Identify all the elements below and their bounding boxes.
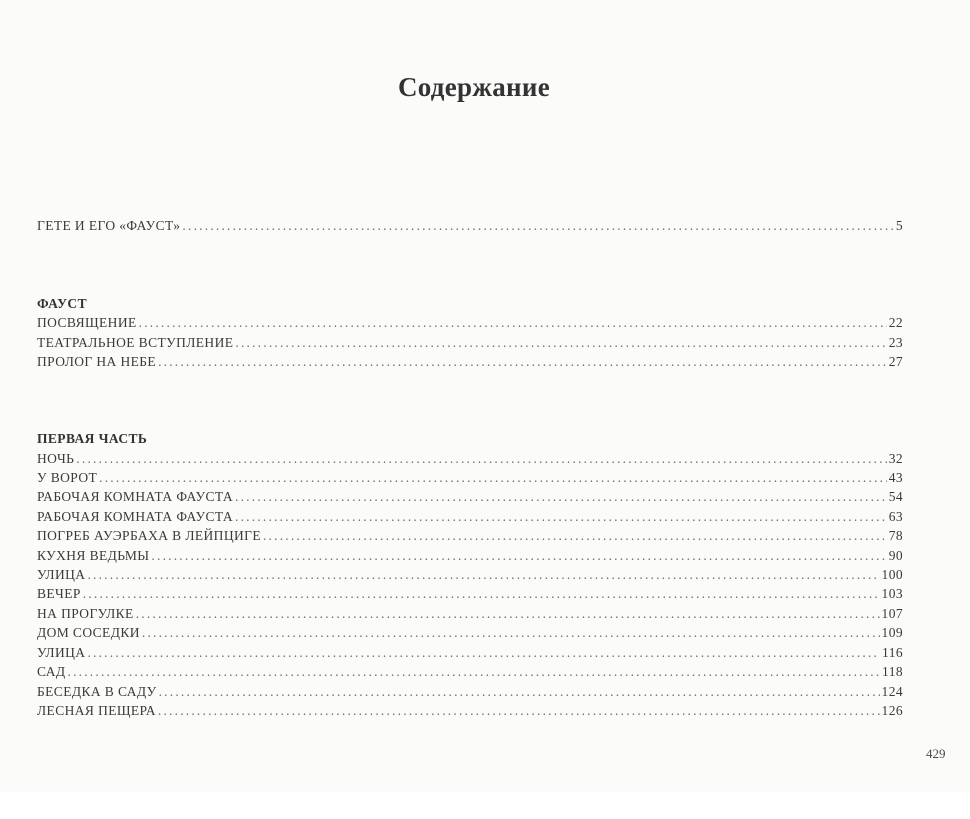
- page-number: 429: [926, 746, 946, 761]
- toc-entry-page: 118: [882, 664, 903, 679]
- dot-leader: [235, 489, 887, 505]
- dot-leader: [87, 645, 880, 661]
- toc-entry: [37, 645, 903, 665]
- dot-leader: [142, 625, 880, 641]
- dot-leader: [235, 335, 886, 351]
- toc-entry: [37, 489, 903, 509]
- toc-entry: [37, 664, 903, 684]
- toc-entry-intro: [37, 218, 903, 238]
- toc-entry-label: БЕСЕДКА В САДУ: [37, 684, 157, 699]
- dot-leader: [76, 451, 886, 467]
- toc-entry: [37, 315, 903, 335]
- toc-entry-page: 103: [881, 586, 903, 601]
- toc-entry-page: 78: [888, 528, 903, 543]
- section-heading-faust: ФАУСТ: [37, 296, 87, 311]
- dot-leader: [99, 470, 887, 486]
- dot-leader: [151, 548, 886, 564]
- toc-entry: [37, 586, 903, 606]
- toc-entry-page: 107: [881, 606, 903, 621]
- toc-entry-page: 43: [888, 470, 903, 485]
- toc-entry-label: ПРОЛОГ НА НЕБЕ: [37, 354, 157, 369]
- toc-entry-page: 23: [888, 335, 903, 350]
- dot-leader: [158, 703, 880, 719]
- toc-entry-label: ТЕАТРАЛЬНОЕ ВСТУПЛЕНИЕ: [37, 335, 234, 350]
- toc-entry: [37, 335, 903, 355]
- toc-entry-page: 100: [881, 567, 903, 582]
- toc-entry: [37, 625, 903, 645]
- dot-leader: [263, 528, 887, 544]
- toc-entry-page: 126: [881, 703, 903, 718]
- dot-leader: [68, 664, 881, 680]
- toc-entry-label: ДОМ СОСЕДКИ: [37, 625, 140, 640]
- toc-entry-label: ВЕЧЕР: [37, 586, 81, 601]
- toc-entry: [37, 451, 903, 471]
- toc-entry-label: НА ПРОГУЛКЕ: [37, 606, 134, 621]
- toc-entry: [37, 606, 903, 626]
- toc-entry-label: КУХНЯ ВЕДЬМЫ: [37, 548, 150, 563]
- toc-entry-page: 90: [888, 548, 903, 563]
- dot-leader: [235, 509, 887, 525]
- dot-leader: [83, 586, 880, 602]
- dot-leader: [87, 567, 879, 583]
- dot-leader: [159, 684, 880, 700]
- toc-entry: [37, 684, 903, 704]
- toc-entry-page: 63: [888, 509, 903, 524]
- toc-entry-label: ЛЕСНАЯ ПЕЩЕРА: [37, 703, 156, 718]
- toc-entry-label: ГЕТЕ И ЕГО «ФАУСТ»: [37, 218, 181, 233]
- toc-entry-label: ПОСВЯЩЕНИЕ: [37, 315, 137, 330]
- toc-entry: [37, 703, 903, 723]
- toc-entry: [37, 354, 903, 374]
- toc-entry-label: ПОГРЕБ АУЭРБАХА В ЛЕЙПЦИГЕ: [37, 528, 261, 543]
- page-title: Содержание: [397, 72, 551, 102]
- dot-leader: [139, 315, 887, 331]
- toc-entry-page: 22: [888, 315, 903, 330]
- toc-entry-label: УЛИЦА: [37, 645, 86, 660]
- dot-leader: [136, 606, 880, 622]
- toc-entry: [37, 528, 903, 548]
- toc-entry: [37, 548, 903, 568]
- toc-entry-label: САД: [37, 664, 66, 679]
- toc-entry-label: НОЧЬ: [37, 451, 75, 466]
- toc-entry-page: 27: [888, 354, 903, 369]
- page-bottom-margin: [0, 792, 970, 819]
- toc-entry-label: РАБОЧАЯ КОМНАТА ФАУСТА: [37, 489, 234, 504]
- toc-entry-page: 109: [881, 625, 903, 640]
- toc-entry-label: УЛИЦА: [37, 567, 86, 582]
- toc-entry: [37, 509, 903, 529]
- toc-entry-page: 54: [888, 489, 903, 504]
- toc-entry-page: 32: [888, 451, 903, 466]
- toc-entry-page: 5: [895, 218, 903, 233]
- toc-entry: [37, 470, 903, 490]
- toc-entry: [37, 567, 903, 587]
- toc-entry-page: 116: [882, 645, 903, 660]
- dot-leader: [182, 218, 893, 234]
- toc-entry-page: 124: [881, 684, 903, 699]
- section-heading-part-one: ПЕРВАЯ ЧАСТЬ: [37, 431, 148, 446]
- toc-entry-label: РАБОЧАЯ КОМНАТА ФАУСТА: [37, 509, 234, 524]
- toc-entry-label: У ВОРОТ: [37, 470, 98, 485]
- dot-leader: [158, 354, 887, 370]
